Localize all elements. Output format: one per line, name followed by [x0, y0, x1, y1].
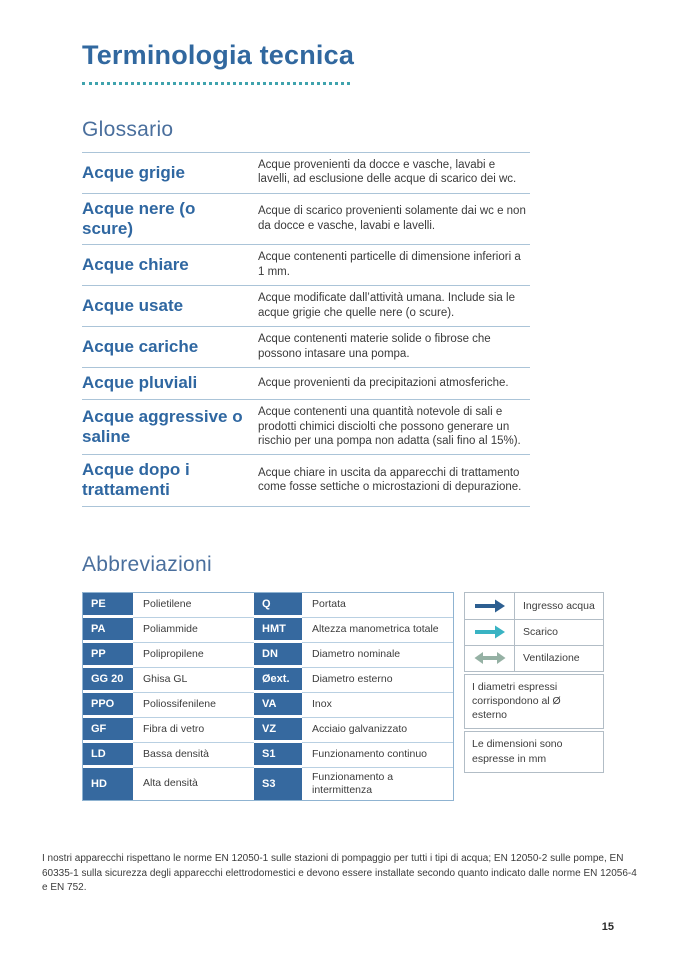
- abbr-label-cell: Alta densità: [143, 777, 198, 790]
- abbr-label-cell: Polipropilene: [133, 643, 254, 668]
- abbreviations-area: [82, 592, 604, 801]
- abbr-code-cell: PP: [83, 643, 133, 668]
- abbr-label-cell: Inox: [302, 693, 453, 718]
- glossary-term: Acque aggressive o saline: [82, 407, 243, 446]
- abbr-code-cell: S3: [254, 768, 302, 800]
- abbr-label-cell: Bassa densità: [133, 743, 254, 768]
- glossary-definition: Acque contenenti una quantità notevole di sali e prodotti chimici disciolti che possono generare un rischio per una pompa non adatta (sali fino al 15%).: [258, 406, 521, 447]
- title-dotted-rule: [82, 82, 350, 85]
- abbr-code-cell: Øext.: [254, 668, 302, 693]
- abbr-code-cell: Q: [254, 593, 302, 618]
- legend-arrows-box: [464, 592, 604, 672]
- legend-note-box: [464, 731, 604, 772]
- legend-row: [465, 645, 603, 671]
- abbr-label-cell: Funzionamento a intermittenza: [312, 770, 394, 797]
- glossary-row: [82, 367, 530, 399]
- glossary-definition: Acque provenienti da precipitazioni atmosferiche.: [258, 376, 509, 389]
- glossary-row: [82, 193, 530, 244]
- abbr-label-cell: Altezza manometrica totale: [302, 618, 453, 643]
- glossary-term: Acque dopo i trattamenti: [82, 460, 190, 500]
- glossary-term: Acque chiare: [82, 255, 189, 275]
- abbr-label-cell: Poliammide: [133, 618, 254, 643]
- abbr-label-cell: Acciaio galvanizzato: [302, 718, 453, 743]
- glossary-term: Acque nere (o scure): [82, 198, 196, 238]
- abbr-code-cell: GF: [83, 718, 133, 743]
- glossary-definition: Acque di scarico provenienti solamente dai wc e non da docce e vasche, lavabi e lavelli.: [258, 205, 526, 232]
- page-content: [82, 0, 604, 801]
- legend-row: [465, 593, 603, 619]
- glossary-table: [82, 152, 530, 507]
- glossary-row: [82, 326, 530, 367]
- legend: [464, 592, 604, 775]
- abbreviations-heading: Abbreviazioni: [82, 552, 212, 576]
- abbr-label-cell: Poliossifenilene: [133, 693, 254, 718]
- glossary-row: [82, 244, 530, 285]
- abbr-code-cell: LD: [83, 743, 133, 768]
- glossary-definition: Acque contenenti particelle di dimensione inferiori a 1 mm.: [258, 251, 521, 278]
- legend-note: I diametri espressi corrispondono al Ø esterno: [472, 680, 561, 722]
- abbr-label-cell: Portata: [302, 593, 453, 618]
- legend-row: [465, 619, 603, 645]
- drain-arrow-icon: [465, 620, 515, 645]
- legend-label: Ventilazione: [523, 652, 580, 665]
- glossary-term: Acque grigie: [82, 162, 185, 182]
- glossary-heading: Glossario: [82, 118, 174, 141]
- abbreviations-table: [82, 592, 454, 801]
- abbr-code-cell: DN: [254, 643, 302, 668]
- abbr-label-cell: Fibra di vetro: [133, 718, 254, 743]
- page-number: 15: [601, 921, 614, 933]
- abbr-code-cell: HMT: [254, 618, 302, 643]
- abbr-code-cell: PA: [83, 618, 133, 643]
- abbr-code-cell: PPO: [83, 693, 133, 718]
- abbr-code-cell: GG 20: [83, 668, 133, 693]
- footnote: I nostri apparecchi rispettano le norme EN 12050-1 sulle stazioni di pompaggio per tutti i tipi di acqua; EN 12050-2 sulle pompe, EN 60335-1 sulla sicurezza degli apparecchi elettrodomestici e devono essere installate secondo quanto indicato dalle norme EN 12056-4 e EN 752.: [42, 853, 637, 893]
- glossary-row: [82, 285, 530, 326]
- legend-label: Scarico: [523, 626, 559, 639]
- glossary-row: [82, 399, 530, 454]
- glossary-row: [82, 454, 530, 506]
- glossary-term: Acque cariche: [82, 336, 199, 356]
- glossary-definition: Acque modificate dall’attività umana. Include sia le acque grigie che quelle nere (o scure).: [258, 292, 515, 319]
- glossary-definition: Acque chiare in uscita da apparecchi di trattamento come fosse settiche o microstazioni di depurazione.: [258, 466, 522, 494]
- abbr-label-cell: Funzionamento continuo: [302, 743, 453, 768]
- legend-note-box: [464, 674, 604, 730]
- glossary-term: Acque usate: [82, 296, 184, 315]
- legend-note: Le dimensioni sono espresse in mm: [472, 738, 563, 765]
- glossary-row: [82, 152, 530, 193]
- abbr-label-cell: Diametro nominale: [302, 643, 453, 668]
- abbr-code-cell: PE: [83, 593, 133, 618]
- legend-label: Ingresso acqua: [523, 599, 595, 612]
- page-title: Terminologia tecnica: [82, 40, 355, 70]
- glossary-definition: Acque contenenti materie solide o fibrose che possono intasare una pompa.: [258, 333, 491, 360]
- water-inlet-arrow-icon: [465, 593, 515, 619]
- abbr-code-cell: VZ: [254, 718, 302, 743]
- abbr-code-cell: VA: [254, 693, 302, 718]
- glossary-term: Acque pluviali: [82, 373, 198, 393]
- abbr-label-cell: Polietilene: [133, 593, 254, 618]
- glossary-definition: Acque provenienti da docce e vasche, lavabi e lavelli, ad esclusione delle acque di scarico dei wc.: [258, 159, 517, 186]
- ventilation-arrow-icon: [465, 646, 515, 671]
- abbr-label-cell: Ghisa GL: [133, 668, 254, 693]
- abbr-code-cell: HD: [83, 768, 133, 800]
- abbr-code-cell: S1: [254, 743, 302, 768]
- abbr-label-cell: Diametro esterno: [302, 668, 453, 693]
